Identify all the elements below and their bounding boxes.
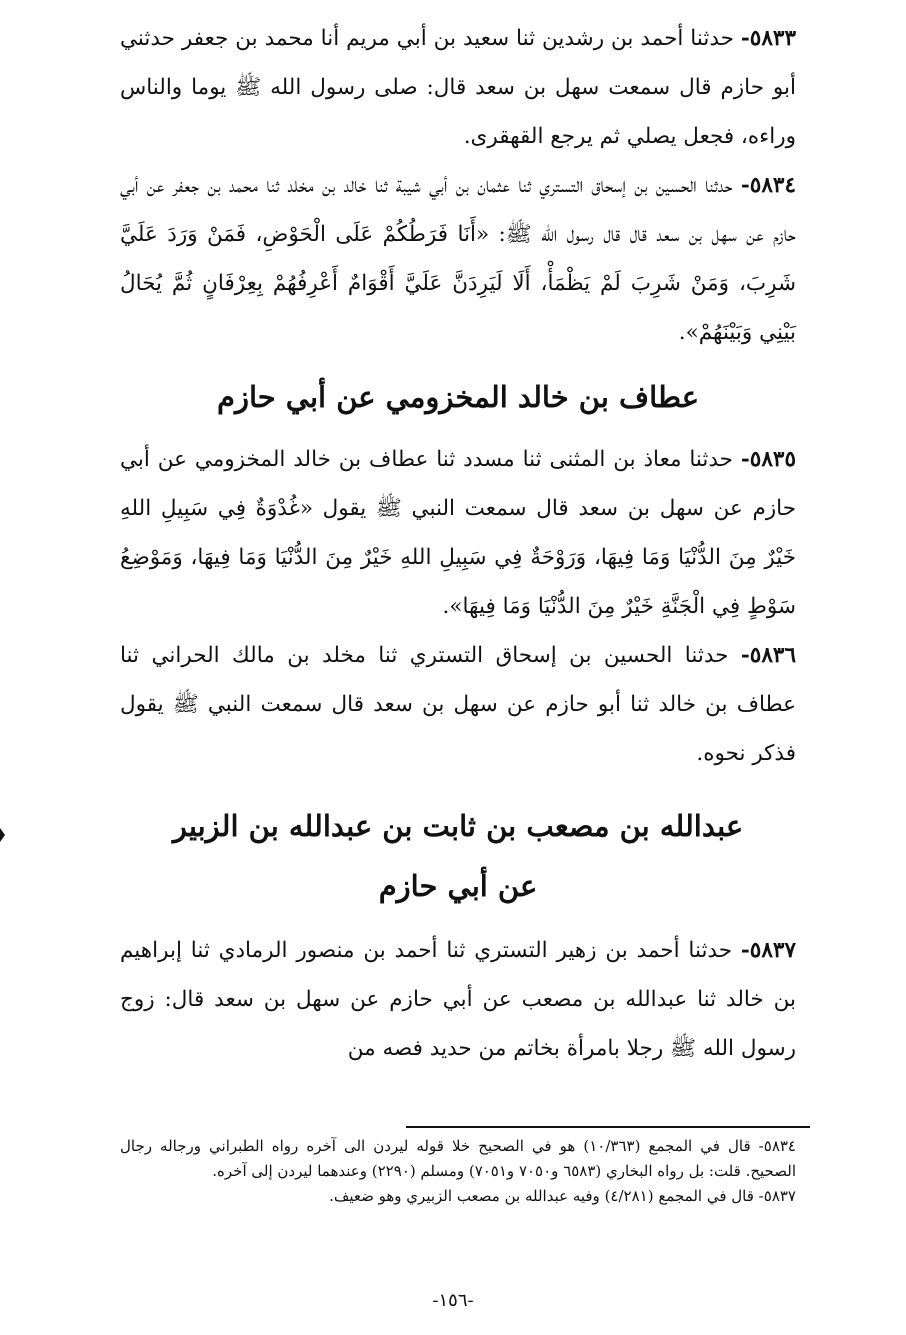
hadith-5833 <box>120 14 796 161</box>
hadith-text: حدثنا معاذ بن المثنى ثنا مسدد ثنا عطاف بن خالد المخزومي عن أبي حازم عن سهل بن سعد قال سمعت النبي ﷺ يقول <box>120 447 796 521</box>
page-number: -١٥٦- <box>432 1290 474 1311</box>
hadith-quote: «غُدْوَةٌ فِي سَبِيلِ اللهِ خَيْرٌ مِنَ الدُّنْيَا وَمَا فِيهَا، وَرَوْحَةٌ فِي سَبِيلِ اللهِ خَيْرٌ مِنَ الدُّنْيَا وَمَا فِيهَا، وَمَوْضِعُ سَوْطٍ فِي الْجَنَّةِ خَيْرٌ مِنَ الدُّنْيَا وَمَا فِيهَا». <box>120 496 796 619</box>
hadith-text: حدثنا أحمد بن رشدين ثنا سعيد بن أبي مريم أنا محمد بن جعفر حدثني أبو حازم قال سمعت سهل بن سعد قال: صلى رسول الله ﷺ يوما والناس وراءه، فجعل يصلي ثم يرجع القهقرى. <box>120 26 796 149</box>
section-heading-abdullah-line2: عن أبي حازم <box>378 869 538 903</box>
footnotes <box>120 1134 796 1209</box>
footnote-5837: ٥٨٣٧- قال في المجمع (٤/٢٨١) وفيه عبدالله بن مصعب الزبيري وهو ضعيف. <box>329 1187 796 1205</box>
section-heading-abdullah-line1: عبدالله بن مصعب بن ثابت بن عبدالله بن الزبير <box>172 809 744 843</box>
footnote-divider <box>406 1126 810 1128</box>
hadith-quote: «أَنَا فَرَطُكُمْ عَلَى الْحَوْضِ، فَمَنْ وَرَدَ عَلَيَّ شَرِبَ، وَمَنْ شَرِبَ لَمْ يَظْمَأْ، أَلَا لَيَرِدَنَّ عَلَيَّ أَقْوَامٌ أَعْرِفُهُمْ بِعِرْفَانٍ ثُمَّ يُحَالُ بَيْنِي وَبَيْنَهُمْ». <box>120 222 796 345</box>
hadith-5835 <box>120 435 796 631</box>
hadith-number: ٥٨٣٣- <box>740 26 796 51</box>
hadith-text: حدثنا الحسين بن إسحاق التستري ثنا مخلد بن مالك الحراني ثنا عطاف بن خالد ثنا أبو حازم عن سهل بن سعد قال سمعت النبي ﷺ يقول فذكر نحوه. <box>120 643 796 766</box>
hadith-number: ٥٨٣٧- <box>740 938 796 963</box>
hadith-5834 <box>120 161 796 357</box>
hadith-number: ٥٨٣٥- <box>740 447 796 472</box>
hadith-number: ٥٨٣٦- <box>740 643 796 668</box>
main-text <box>120 14 796 1073</box>
footnote-5834: ٥٨٣٤- قال في المجمع (١٠/٣٦٣) هو في الصحيح خلا قوله ليردن الى آخره رواه الطبراني ورجاله رجال الصحيح. قلت: بل رواه البخاري (٦٥٨٣ و٧٠٥٠ و٧٠٥١) ومسلم (٢٢٩٠) وعندهما ليردن إلى آخره. <box>120 1137 796 1180</box>
section-heading-ataf: عطاف بن خالد المخزومي عن أبي حازم <box>216 380 700 414</box>
margin-mark <box>0 828 5 842</box>
hadith-5837 <box>120 926 796 1073</box>
hadith-5836 <box>120 631 796 778</box>
hadith-text: حدثنا أحمد بن زهير التستري ثنا أحمد بن منصور الرمادي ثنا إبراهيم بن خالد ثنا عبدالله بن مصعب عن أبي حازم عن سهل بن سعد قال: زوج رسول الله ﷺ رجلا بامرأة بخاتم من حديد فصه من <box>120 938 796 1061</box>
hadith-text: حدثنا الحسين بن إسحاق التستري ثنا عثمان بن أبي شيبة ثنا خالد بن مخلد ثنا محمد بن جعفر عن أبي حازم عن سهل بن سعد قال قال رسول الله ﷺ: <box>120 173 796 247</box>
hadith-number: ٥٨٣٤- <box>740 173 796 198</box>
